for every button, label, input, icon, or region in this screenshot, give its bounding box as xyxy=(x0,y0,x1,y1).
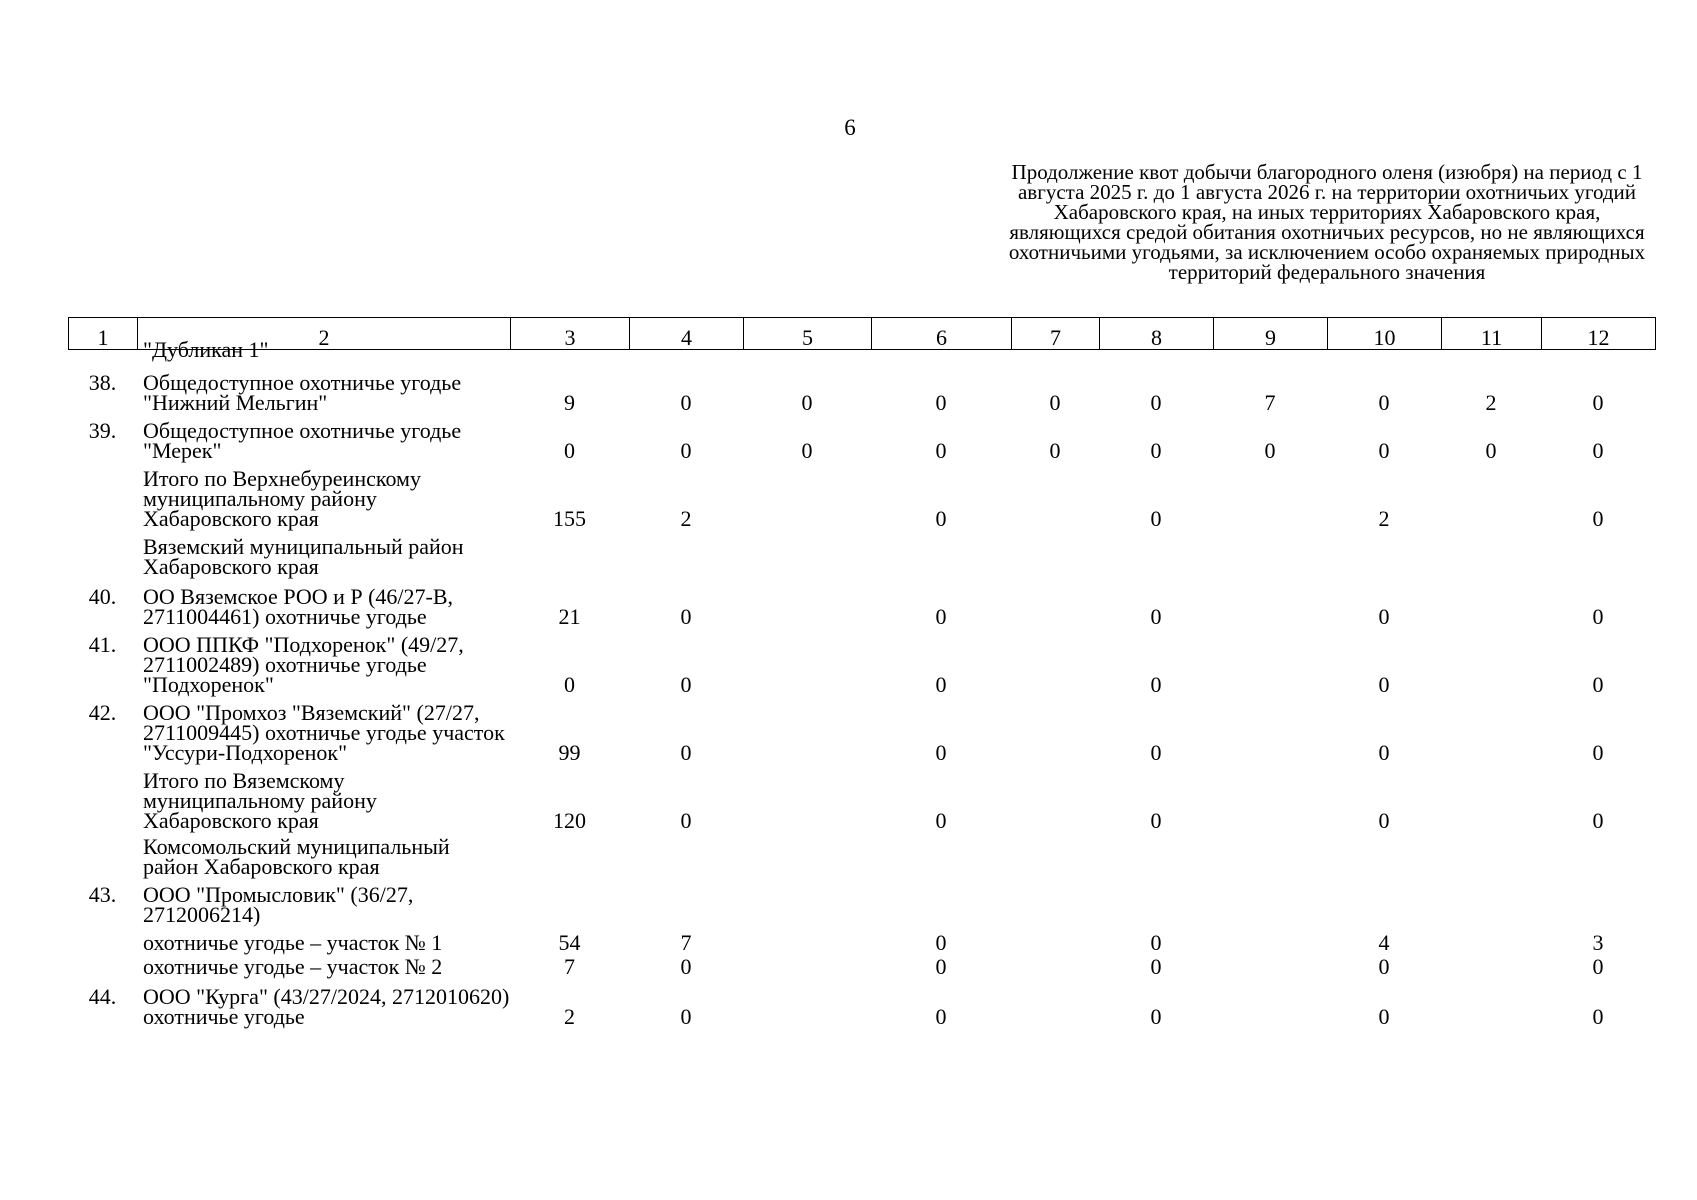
quota-cell-col-4: 0 xyxy=(680,604,692,629)
quota-cell-col-9 xyxy=(1213,955,1327,979)
quota-cell-col-11: 2 xyxy=(1485,390,1497,415)
quota-cell-col-12 xyxy=(1541,879,1655,927)
quota-cell-col-12: 0 xyxy=(1592,438,1604,463)
quota-cell-col-5: 0 xyxy=(801,390,813,415)
quota-cell-col-6 xyxy=(871,531,1011,579)
table-row xyxy=(68,579,1655,629)
quota-cell-col-5 xyxy=(743,463,871,531)
row-number: 42. xyxy=(88,700,117,725)
table-row xyxy=(68,463,1655,531)
quota-cell-col-5 xyxy=(743,697,871,765)
quota-cell-col-7 xyxy=(1011,340,1099,362)
quota-cell-col-3 xyxy=(510,833,629,879)
quota-cell-col-9: 0 xyxy=(1264,438,1276,463)
quota-cell-col-11 xyxy=(1441,879,1541,927)
quota-cell-col-9 xyxy=(1213,340,1327,362)
quota-cell-col-5 xyxy=(743,879,871,927)
quota-cell-col-8: 0 xyxy=(1150,438,1162,463)
quota-cell-col-11 xyxy=(1441,955,1541,979)
quota-cell-col-7: 0 xyxy=(1049,438,1061,463)
quota-cell-col-5 xyxy=(743,579,871,629)
row-name: ООО "Курга" (43/27/2024, 2712010620) охотничье угодье xyxy=(143,984,510,1029)
row-number: 38. xyxy=(88,370,117,395)
table-row xyxy=(68,629,1655,697)
quota-cell-col-8: 0 xyxy=(1150,954,1162,979)
quota-cell-col-12: 3 xyxy=(1592,930,1604,955)
row-number: 40. xyxy=(88,584,117,609)
quota-cell-col-7 xyxy=(1011,765,1099,833)
table-row xyxy=(68,340,1655,362)
quota-cell-col-11 xyxy=(1441,629,1541,697)
quota-cell-col-4: 0 xyxy=(680,1004,692,1029)
quota-cell-col-10: 0 xyxy=(1378,390,1390,415)
quota-cell-col-6: 0 xyxy=(935,604,947,629)
row-name: ООО "Промысловик" (36/27, 2712006214) xyxy=(143,882,414,927)
quota-cell-col-4: 7 xyxy=(680,930,692,955)
quota-cell-col-3 xyxy=(510,879,629,927)
row-name: Итого по Верхнебуреинскому муниципальному району Хабаровского края xyxy=(143,466,421,531)
quota-cell-col-6: 0 xyxy=(935,390,947,415)
quota-cell-col-7 xyxy=(1011,697,1099,765)
quota-cell-col-7 xyxy=(1011,955,1099,979)
quota-cell-col-3 xyxy=(510,340,629,362)
quota-cell-col-8: 0 xyxy=(1150,740,1162,765)
quota-cell-col-10: 0 xyxy=(1378,808,1390,833)
quota-cell-col-6: 0 xyxy=(935,954,947,979)
quota-cell-col-9 xyxy=(1213,765,1327,833)
quota-cell-col-10: 0 xyxy=(1378,604,1390,629)
column-number-cell: 1 xyxy=(69,318,138,350)
row-number: 39. xyxy=(88,418,117,443)
row-name: ООО "Промхоз "Вяземский" (27/27, 2711009445) охотничье угодье участок "Уссури-Подхоренок" xyxy=(143,700,505,765)
quota-cell-col-7 xyxy=(1011,579,1099,629)
quota-cell-col-3: 0 xyxy=(564,438,575,463)
quota-cell-col-3: 120 xyxy=(553,808,586,833)
quota-cell-col-3: 21 xyxy=(558,604,581,629)
row-number xyxy=(68,955,137,979)
quota-cell-col-12: 0 xyxy=(1592,954,1604,979)
quota-cell-col-5 xyxy=(743,927,871,955)
quota-cell-col-11 xyxy=(1441,463,1541,531)
quota-cell-col-9 xyxy=(1213,979,1327,1029)
quota-cell-col-6: 0 xyxy=(935,672,947,697)
column-number-cell: 7 xyxy=(1012,318,1100,350)
quota-cell-col-7 xyxy=(1011,927,1099,955)
quota-cell-col-8 xyxy=(1099,340,1213,362)
quota-cell-col-3: 155 xyxy=(553,506,586,531)
quota-cell-col-6: 0 xyxy=(935,506,947,531)
row-name: ООО ППКФ "Подхоренок" (49/27, 2711002489) охотничье угодье "Подхоренок" xyxy=(143,632,464,697)
row-number xyxy=(68,340,137,362)
column-number-cell: 5 xyxy=(744,318,872,350)
row-number xyxy=(68,531,137,579)
row-number: 43. xyxy=(88,882,117,907)
quota-cell-col-5 xyxy=(743,955,871,979)
quota-cell-col-7 xyxy=(1011,979,1099,1029)
quota-cell-col-9 xyxy=(1213,879,1327,927)
quota-cell-col-5 xyxy=(743,531,871,579)
quota-cell-col-10: 0 xyxy=(1378,1004,1390,1029)
row-name: Общедоступное охотничье угодье "Нижний Мельгин" xyxy=(143,370,462,415)
column-number-cell: 4 xyxy=(630,318,744,350)
quota-cell-col-4: 0 xyxy=(680,390,692,415)
quota-cell-col-11 xyxy=(1441,697,1541,765)
quota-cell-col-4: 0 xyxy=(680,672,692,697)
quota-cell-col-12 xyxy=(1541,340,1655,362)
quota-cell-col-12: 0 xyxy=(1592,506,1604,531)
quota-cell-col-8 xyxy=(1099,879,1213,927)
quota-cell-col-10: 0 xyxy=(1378,438,1390,463)
table-body xyxy=(68,337,1655,1029)
quota-cell-col-4: 0 xyxy=(680,808,692,833)
column-number-cell: 8 xyxy=(1100,318,1214,350)
quota-cell-col-4: 0 xyxy=(680,740,692,765)
column-number-cell: 11 xyxy=(1442,318,1542,350)
quota-cell-col-11: 0 xyxy=(1485,438,1497,463)
quota-cell-col-10 xyxy=(1327,531,1441,579)
table-row xyxy=(68,362,1655,415)
quota-cell-col-9: 7 xyxy=(1264,390,1276,415)
row-name: ОО Вяземское РОО и Р (46/27-В, 2711004461) охотничье угодье xyxy=(143,584,454,629)
row-number: 44. xyxy=(88,984,117,1009)
quota-cell-col-12: 0 xyxy=(1592,604,1604,629)
column-number-cell: 2 xyxy=(138,318,511,350)
quota-cell-col-9 xyxy=(1213,833,1327,879)
row-name: Вяземский муниципальный район Хабаровского края xyxy=(143,534,464,579)
quota-cell-col-7 xyxy=(1011,833,1099,879)
quota-cell-col-10: 0 xyxy=(1378,672,1390,697)
table-row xyxy=(68,955,1655,979)
table-row xyxy=(68,415,1655,463)
continuation-title: Продолжение квот добычи благородного оленя (изюбря) на период с 1 августа 2025 г. до 1 августа 2026 г. на территории охотничьих угодий Хабаровского края, на иных территориях Хабаровского края, являющихся средой обитания охотничьих ресурсов, но не являющихся охотничьими угодьями, за исключением особо охраняемых природных территорий федерального значения xyxy=(1008,160,1646,284)
quota-cell-col-3: 2 xyxy=(564,1004,575,1029)
quota-cell-col-9 xyxy=(1213,697,1327,765)
quota-cell-col-6: 0 xyxy=(935,930,947,955)
row-name: Общедоступное охотничье угодье "Мерек" xyxy=(143,418,462,463)
quota-cell-col-11 xyxy=(1441,979,1541,1029)
quota-cell-col-4: 0 xyxy=(680,438,692,463)
column-number-cell: 6 xyxy=(872,318,1012,350)
quota-cell-col-12 xyxy=(1541,531,1655,579)
quota-cell-col-10 xyxy=(1327,340,1441,362)
quota-cell-col-8: 0 xyxy=(1150,1004,1162,1029)
quota-cell-col-8: 0 xyxy=(1150,672,1162,697)
quota-cell-col-12: 0 xyxy=(1592,740,1604,765)
column-number-cell: 3 xyxy=(511,318,630,350)
quota-cell-col-8: 0 xyxy=(1150,808,1162,833)
quota-cell-col-12: 0 xyxy=(1592,672,1604,697)
quota-cell-col-3: 54 xyxy=(558,930,581,955)
quota-cell-col-6 xyxy=(871,833,1011,879)
row-name: "Дубликан 1" xyxy=(143,337,269,362)
quota-cell-col-5: 0 xyxy=(801,438,813,463)
column-number-cell: 10 xyxy=(1328,318,1442,350)
quota-cell-col-4 xyxy=(629,833,743,879)
quota-cell-col-11 xyxy=(1441,340,1541,362)
quota-cell-col-5 xyxy=(743,979,871,1029)
table-row xyxy=(68,833,1655,879)
row-number xyxy=(68,765,137,833)
quota-cell-col-10: 0 xyxy=(1378,954,1390,979)
quota-cell-col-11 xyxy=(1441,579,1541,629)
quota-cell-col-4: 2 xyxy=(680,506,692,531)
quota-cell-col-11 xyxy=(1441,765,1541,833)
quota-cell-col-9 xyxy=(1213,463,1327,531)
quota-cell-col-6: 0 xyxy=(935,438,947,463)
quota-cell-col-7 xyxy=(1011,531,1099,579)
quota-cell-col-6 xyxy=(871,340,1011,362)
table-row xyxy=(68,979,1655,1029)
table-row xyxy=(68,765,1655,833)
quota-cell-col-7: 0 xyxy=(1049,390,1061,415)
row-name: Итого по Вяземскому муниципальному району Хабаровского края xyxy=(143,768,377,833)
quota-cell-col-9 xyxy=(1213,629,1327,697)
table-row xyxy=(68,879,1655,927)
quota-cell-col-6: 0 xyxy=(935,808,947,833)
quota-cell-col-12: 0 xyxy=(1592,390,1604,415)
quota-cell-col-12: 0 xyxy=(1592,1004,1604,1029)
row-number xyxy=(68,833,137,879)
row-number: 41. xyxy=(88,632,117,657)
quota-cell-col-4: 0 xyxy=(680,954,692,979)
quota-cell-col-10 xyxy=(1327,879,1441,927)
row-name: Комсомольский муниципальный район Хабаровского края xyxy=(143,834,450,879)
table-row xyxy=(68,697,1655,765)
column-number-cell: 12 xyxy=(1542,318,1656,350)
quota-cell-col-8 xyxy=(1099,833,1213,879)
quota-cell-col-5 xyxy=(743,765,871,833)
quota-cell-col-8: 0 xyxy=(1150,390,1162,415)
row-number xyxy=(68,463,137,531)
quota-cell-col-3: 0 xyxy=(564,672,575,697)
quota-cell-col-6: 0 xyxy=(935,1004,947,1029)
quota-cell-col-10: 4 xyxy=(1378,930,1390,955)
quota-cell-col-11 xyxy=(1441,927,1541,955)
table-row xyxy=(68,531,1655,579)
quota-cell-col-8: 0 xyxy=(1150,506,1162,531)
row-name: охотничье угодье – участок № 2 xyxy=(143,954,443,979)
quota-cell-col-7 xyxy=(1011,629,1099,697)
quota-cell-col-10: 2 xyxy=(1378,506,1390,531)
quota-cell-col-3: 7 xyxy=(564,954,575,979)
quota-cell-col-3: 9 xyxy=(564,390,575,415)
quota-cell-col-9 xyxy=(1213,927,1327,955)
table-row xyxy=(68,927,1655,955)
quota-cell-col-8: 0 xyxy=(1150,930,1162,955)
quota-cell-col-7 xyxy=(1011,879,1099,927)
quota-table xyxy=(68,337,1655,1029)
quota-cell-col-10: 0 xyxy=(1378,740,1390,765)
quota-cell-col-3 xyxy=(510,531,629,579)
quota-cell-col-8 xyxy=(1099,531,1213,579)
quota-cell-col-11 xyxy=(1441,833,1541,879)
quota-cell-col-5 xyxy=(743,629,871,697)
column-number-cell: 9 xyxy=(1214,318,1328,350)
quota-cell-col-9 xyxy=(1213,531,1327,579)
quota-cell-col-6 xyxy=(871,879,1011,927)
quota-cell-col-5 xyxy=(743,833,871,879)
quota-cell-col-10 xyxy=(1327,833,1441,879)
quota-cell-col-3: 99 xyxy=(558,740,581,765)
quota-cell-col-11 xyxy=(1441,531,1541,579)
quota-cell-col-4 xyxy=(629,879,743,927)
page-number: 6 xyxy=(844,115,856,140)
quota-cell-col-5 xyxy=(743,340,871,362)
quota-cell-col-12 xyxy=(1541,833,1655,879)
quota-cell-col-9 xyxy=(1213,579,1327,629)
row-name: охотничье угодье – участок № 1 xyxy=(143,930,443,955)
quota-cell-col-8: 0 xyxy=(1150,604,1162,629)
quota-cell-col-4 xyxy=(629,340,743,362)
quota-cell-col-4 xyxy=(629,531,743,579)
quota-cell-col-12: 0 xyxy=(1592,808,1604,833)
quota-cell-col-7 xyxy=(1011,463,1099,531)
quota-cell-col-6: 0 xyxy=(935,740,947,765)
row-number xyxy=(68,927,137,955)
